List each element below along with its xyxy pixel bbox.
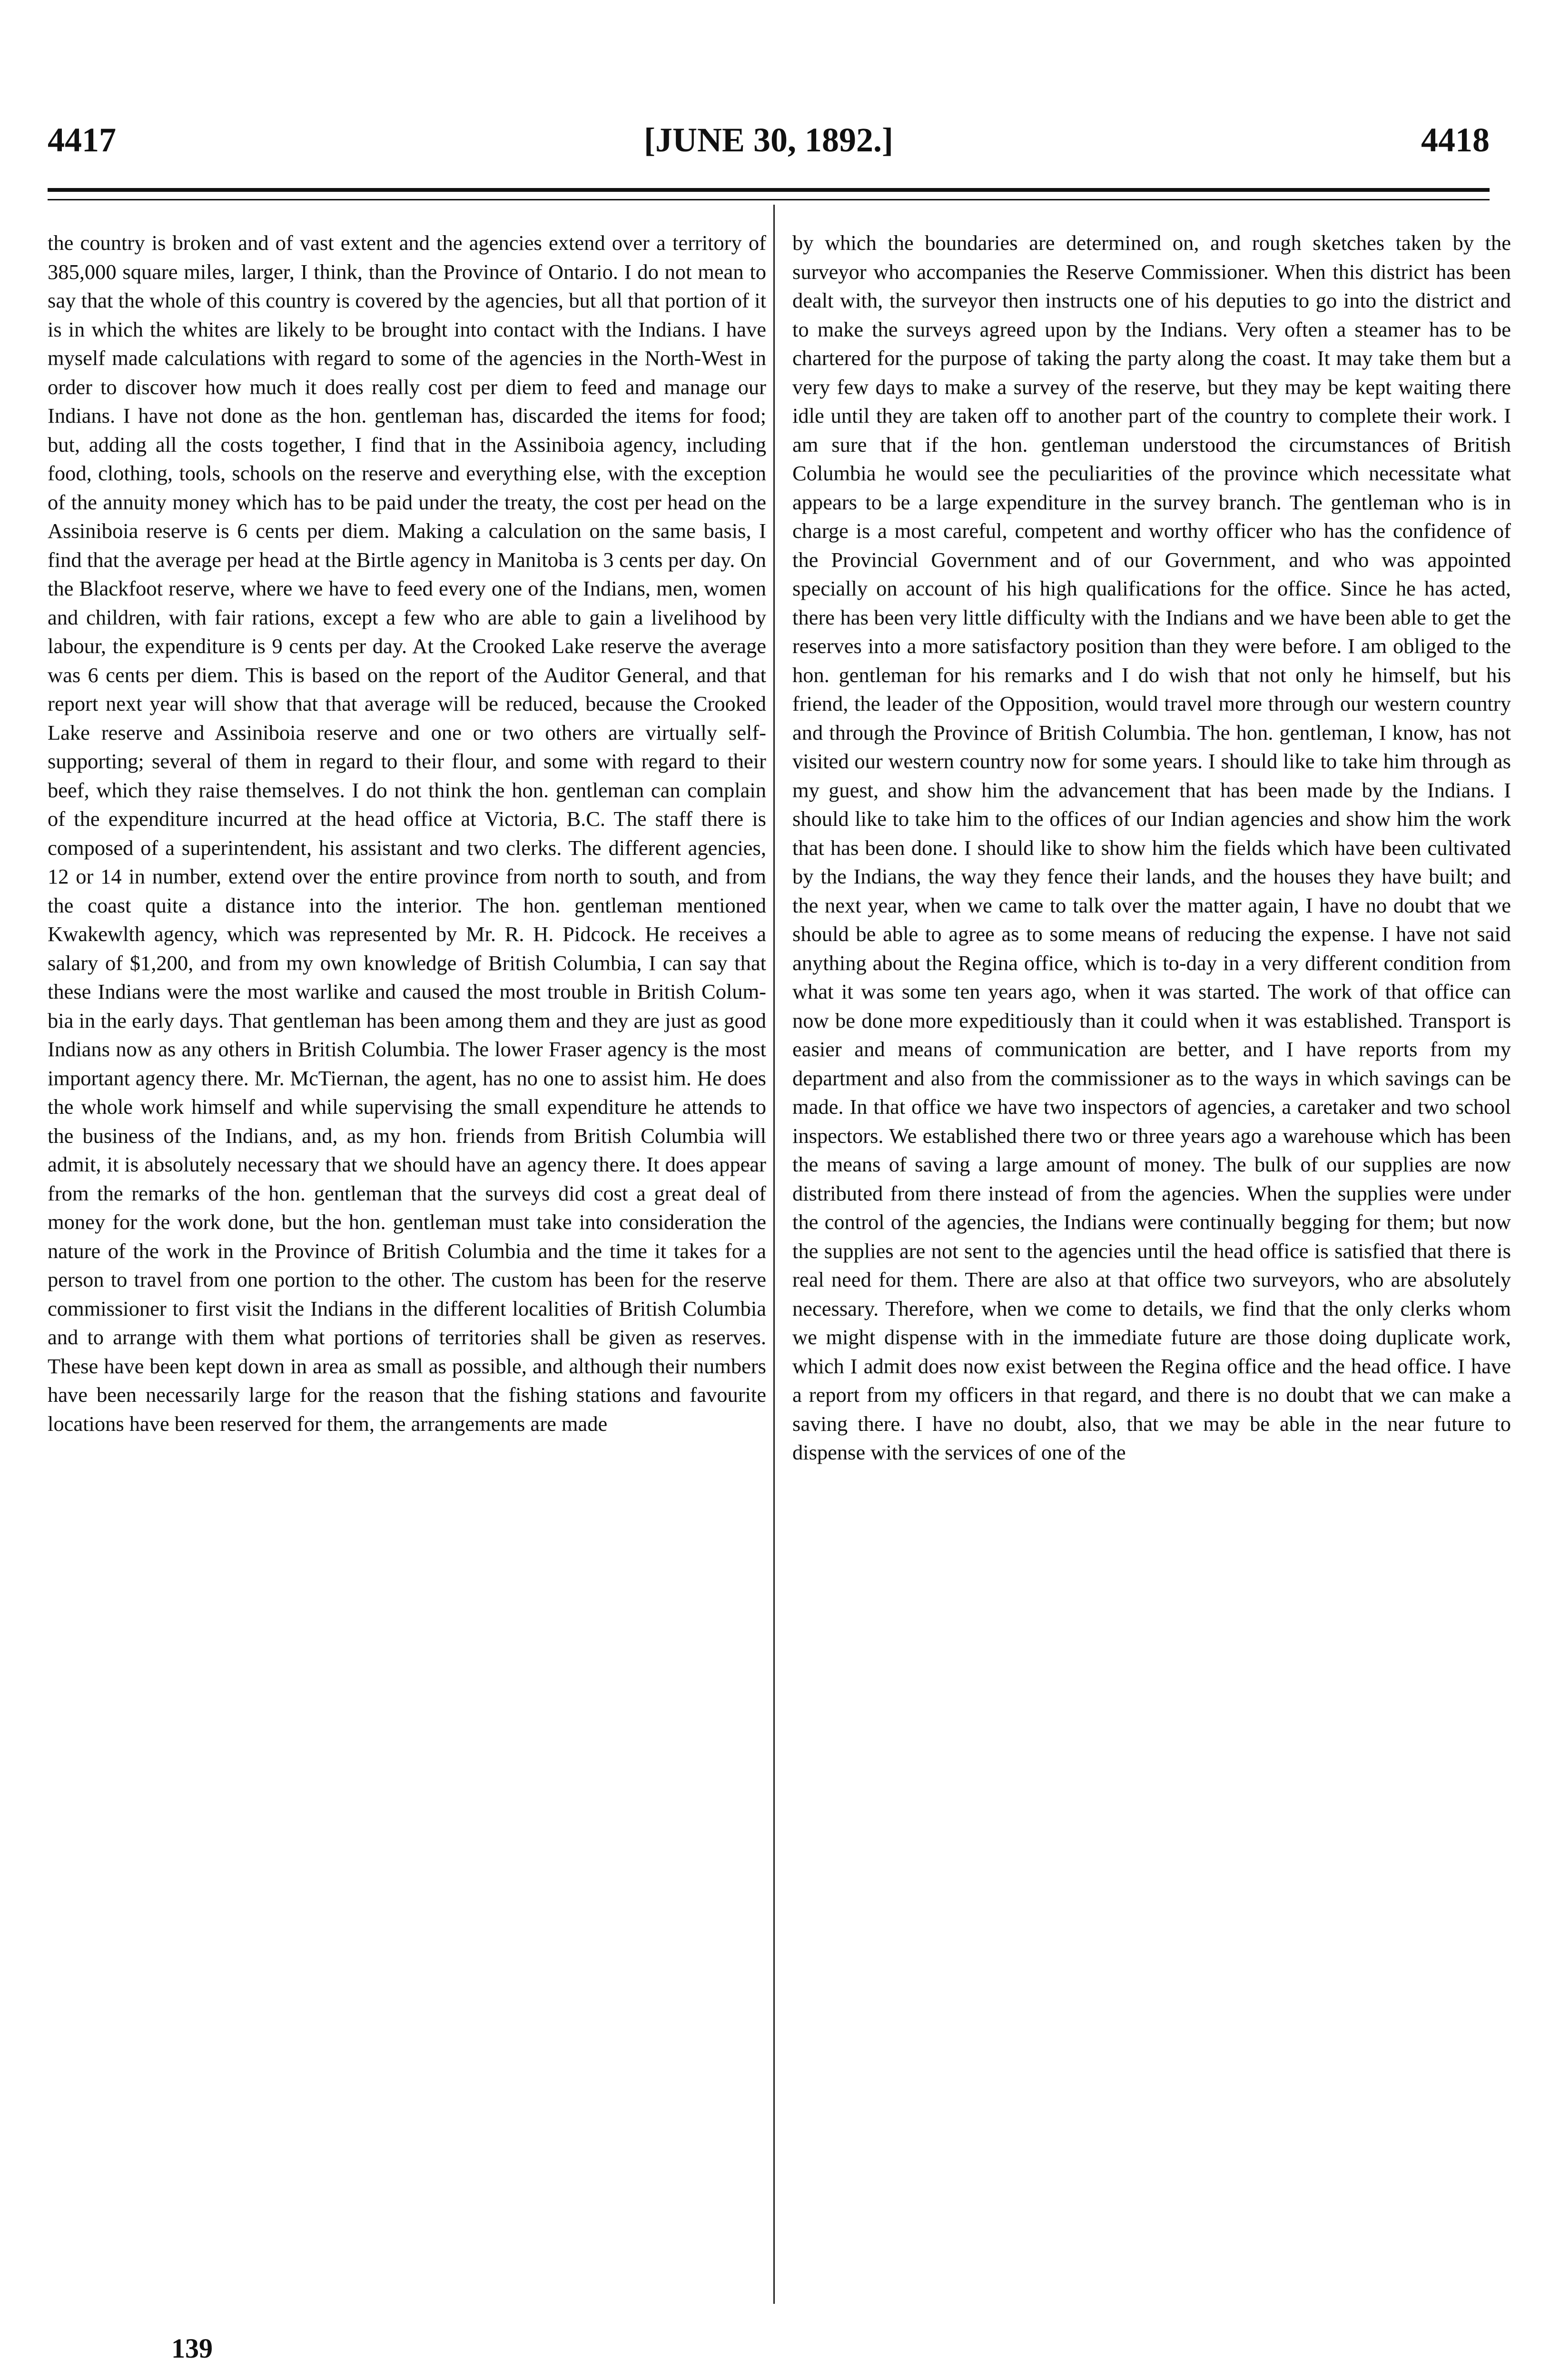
header-rule-thick <box>48 188 1490 192</box>
left-page-number: 4417 <box>48 121 116 159</box>
session-date: [JUNE 30, 1892.] <box>644 121 893 159</box>
header-rule-thin <box>48 199 1490 200</box>
right-column-text: by which the boundaries are determined on, and rough sketches taken by the surveyor who accompanies the Reserve Commissioner. When this district has been dealt with, the surveyor then instructs one of his deputies to go into the district and to make the surveys agreed upon by the Indians. Very often a steamer has to be chartered for the purpose of taking the party along the coast. It may take them but a very few days to make a survey of the reserve, but they may be kept waiting there idle until they are taken off to another part of the country to complete their work. I am sure that if the hon. gentleman understood the circumstances of British Columbia he would see the peculiarities of the province which necessitate what appears to be a large expenditure in the survey branch. The gentleman who is in charge is a most careful, competent and worthy officer who has the confidence of the Provincial Government and of our Government, and who was appointed specially on account of his high qualifications for the office. Since he has acted, there has been very little difficulty with the Indians and we have been able to get the reserves into a more satisfactory position than they were before. I am obliged to the hon. gentleman for his remarks and I do wish that not only he himself, but his friend, the leader of the Opposition, would travel more through our western country and through the Province of British Columbia. The hon. gentleman, I know, has not visited our western country now for some years. I should like to take him through as my guest, and show him the advancement that has been made by the Indians. I should like to take him to the offices of our Indian agencies and show him the work that has been done. I should like to show him the fields which have been cultivated by the Indians, the way they fence their lands, and the houses they have built; and the next year, when we came to talk over the matter again, I have no doubt that we should be able to agree as to some means of reducing the expense. I have not said anything about the Regina office, which is to-day in a very different condition from what it was some ten years ago, when it was started. The work of that office can now be done more expeditiously than it could when it was established. Transport is easier and means of communication are better, and I have reports from my department and also from the commissioner as to the ways in which savings can be made. In that office we have two inspectors of agencies, a caretaker and two school inspectors. We established there two or three years ago a warehouse which has been the means of saving a large amount of money. The bulk of our supplies are now distributed from there instead of from the agencies. When the supplies were under the control of the agencies, the Indians were continually begging for them; but now the supplies are not sent to the agencies until the head office is satisfied that there is real need for them. There are also at that office two surveyors, who are absolutely necessary. Therefore, when we come to details, we find that the only clerks whom we might dispense with in the immediate future are those doing duplicate work, which I admit does now exist between the Regina office and the head office. I have a report from my officers in that regard, and there is no doubt that we can make a saving there. I have no doubt, also, that we may be able in the near future to dispense with the services of one of the <box>792 231 1511 1464</box>
signature-mark: 139 <box>171 2333 213 2364</box>
left-column-text: the country is broken and of vast extent and the agencies extend over a territory of 385,000 square miles, larger, I think, than the Province of Ontario. I do not mean to say that the whole of this country is covered by the agencies, but all that portion of it is in which the whites are likely to be brought into contact with the Indians. I have myself made calculations with regard to some of the agencies in the North-West in order to discover how much it does really cost per diem to feed and manage our Indians. I have not done as the hon. gentleman has, discarded the items for food; but, adding all the costs together, I find that in the Assiniboia agency, including food, clothing, tools, schools on the reserve and everything else, with the exception of the annuity money which has to be paid under the treaty, the cost per head on the Assiniboia reserve is 6 cents per diem. Making a calculation on the same basis, I find that the average per head at the Birtle agency in Manitoba is 3 cents per day. On the Blackfoot reserve, where we have to feed every one of the Indians, men, women and children, with fair rations, except a few who are able to gain a livelihood by labour, the expenditure is 9 cents per day. At the Crooked Lake reserve the average was 6 cents per diem. This is based on the report of the Auditor General, and that report next year will show that that average will be reduced, because the Crooked Lake reserve and Assiniboia reserve and one or two others are virtually self-supporting; several of them in regard to their flour, and some with regard to their beef, which they raise themselves. I do not think the hon. gentleman can complain of the expenditure incurred at the head office at Victoria, B.C. The staff there is composed of a superintendent, his assistant and two clerks. The different agencies, 12 or 14 in number, extend over the entire province from north to south, and from the coast quite a distance into the interior. The hon. gentleman mentioned Kwakewlth agency, which was represented by Mr. R. H. Pidcock. He receives a salary of $1,200, and from my own knowledge of British Columbia, I can say that these Indians were the most warlike and caused the most trouble in British Columbia in the early days. That gentleman has been among them and they are just as good Indians now as any others in British Columbia. The lower Fraser agency is the most important agency there. Mr. McTiernan, the agent, has no one to assist him. He does the whole work himself and while supervising the small expenditure he attends to the business of the Indians, and, as my hon. friends from British Columbia will admit, it is absolutely necessary that we should have an agency there. It does appear from the remarks of the hon. gentleman that the surveys did cost a great deal of money for the work done, but the hon. gentleman must take into consideration the nature of the work in the Province of British Columbia and the time it takes for a person to travel from one portion to the other. The custom has been for the reserve commissioner to first visit the Indians in the different localities of British Columbia and to arrange with them what portions of territories shall be given as reserves. These have been kept down in area as small as possible, and although their numbers have been necessarily large for the reason that the fishing stations and favourite locations have been reserved for them, the arrangements are made <box>48 231 766 1436</box>
right-page-number: 4418 <box>1421 121 1490 159</box>
column-divider <box>773 205 775 2304</box>
left-column <box>48 228 766 1438</box>
right-column <box>792 228 1511 1467</box>
page-header <box>48 107 1490 164</box>
